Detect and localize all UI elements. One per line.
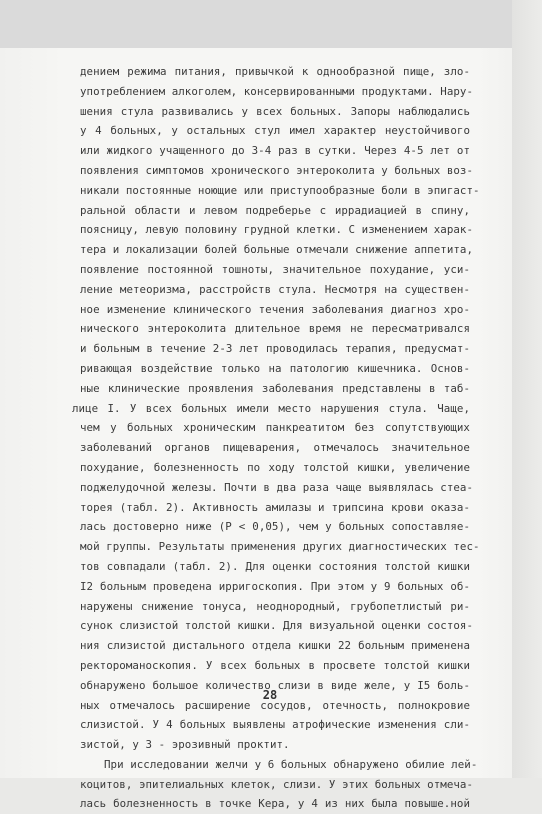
- text-line: ральной области и левом подреберье с иррадиацией в спину,: [80, 203, 470, 217]
- text-line: у 4 больных, у остальных стул имел характер неустойчивого: [80, 124, 470, 138]
- text-line: обнаружено большое количество слизи в виде желе, у I5 боль-: [80, 678, 470, 692]
- text-line: сунок слизистой толстой кишки. Для визуальной оценки состоя-: [80, 619, 474, 633]
- text-line: слизистой. У 4 больных выявлены атрофические изменения сли-: [80, 718, 470, 732]
- text-line: ные клинические проявления заболевания представлены в таб-: [80, 381, 470, 395]
- scan-top-band: [0, 0, 512, 48]
- text-line: лась достоверно ниже (Р < 0,05), чем у больных сопоставляе-: [80, 520, 470, 534]
- text-line: поджелудочной железы. Почти в два раза чаще выявлялась стеа-: [80, 480, 474, 494]
- text-line: лась болезненность в точке Кера, у 4 из них была повыше.ной: [80, 797, 470, 811]
- text-line: никали постоянные ноющие или приступообразные боли в эпигаст-: [80, 183, 480, 197]
- text-line: зистой, у 3 - эрозивный проктит.: [80, 738, 290, 752]
- text-line: шения стула развивались у всех больных. Запоры наблюдались: [80, 104, 470, 118]
- text-line: I2 больным проведена ирригоскопия. При этом у 9 больных об-: [80, 579, 470, 593]
- text-line: ректороманоскопия. У всех больных в просвете толстой кишки: [80, 658, 470, 672]
- text-line: ния слизистой дистального отдела кишки 22 больным применена: [80, 639, 470, 653]
- text-line: похудание, болезненность по ходу толстой кишки, увеличение: [80, 460, 470, 474]
- text-line: При исследовании желчи у 6 больных обнаружено обилие лей-: [104, 757, 478, 771]
- text-line: ривающая воздействие только на патологию кишечника. Основ-: [80, 361, 470, 375]
- text-line: коцитов, эпителиальных клеток, слизи. У этих больных отмеча-: [80, 777, 474, 791]
- page-number: 28: [262, 688, 278, 702]
- text-line: ление метеоризма, расстройств стула. Несмотря на существен-: [80, 282, 470, 296]
- text-line: употреблением алкоголем, консервированными продуктами. Нару-: [80, 84, 474, 98]
- scan-right-edge: [512, 0, 542, 778]
- text-line: тов совпадали (табл. 2). Для оценки состояния толстой кишки: [80, 559, 470, 573]
- text-line: ных отмечалось расширение сосудов, отечность, полнокровие: [80, 698, 470, 712]
- text-line: торея (табл. 2). Активность амилазы и трипсина крови оказа-: [80, 500, 470, 514]
- text-line: или жидкого учащенного до 3-4 раз в сутки. Через 4-5 лет от: [80, 144, 470, 158]
- text-line: чем у больных хроническим панкреатитом без сопутствующих: [80, 421, 470, 435]
- text-line: наружены снижение тонуса, неоднородный, грубопетлистый ри-: [80, 599, 470, 613]
- text-line: дением режима питания, привычкой к однообразной пище, зло-: [80, 65, 470, 78]
- text-line: заболеваний органов пищеварения, отмечалось значительное: [80, 441, 470, 455]
- text-line: появления симптомов хронического энтероколита у больных воз-: [80, 163, 474, 177]
- text-line: мой группы. Результаты применения других диагностических тес-: [80, 540, 480, 554]
- text-line: тера и локализации болей больные отмечали снижение аппетита,: [80, 243, 474, 257]
- text-line: поясницу, левую половину грудной клетки. С изменением харак-: [80, 223, 474, 237]
- text-line: и больным в течение 2-3 лет проводилась терапия, предусмат-: [80, 342, 470, 356]
- text-line: лице I. У всех больных имели место нарушения стула. Чаще,: [72, 401, 470, 415]
- text-line: нического энтероколита длительное время не пересматривался: [80, 322, 470, 336]
- text-line: ное изменение клинического течения заболевания диагноз хро-: [80, 302, 470, 316]
- text-line: появление постоянной тошноты, значительное похудание, уси-: [80, 262, 470, 276]
